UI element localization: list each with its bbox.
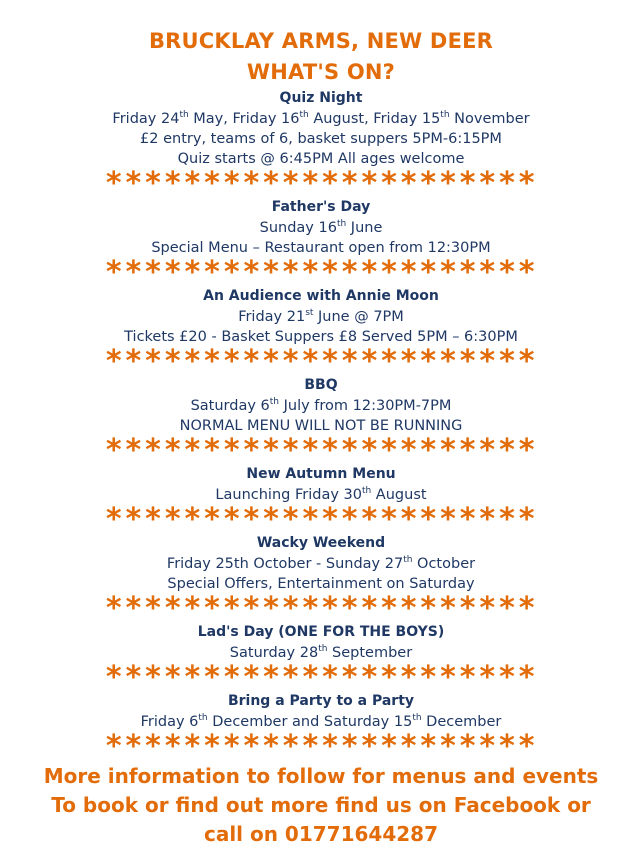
event-block — [0, 464, 642, 533]
event-detail-text: June — [346, 220, 383, 236]
event-detail-text: Friday 25th October - Sunday 27 — [166, 556, 404, 572]
ordinal-suffix: th — [403, 555, 413, 566]
ordinal-suffix: th — [440, 110, 450, 121]
event-title: New Autumn Menu — [246, 466, 396, 482]
ordinal-suffix: th — [318, 644, 328, 655]
ordinal-suffix: st — [305, 308, 314, 319]
ordinal-suffix: th — [198, 713, 208, 724]
event-detail-text: August — [371, 487, 427, 503]
event-detail-text: NORMAL MENU WILL NOT BE RUNNING — [179, 418, 463, 434]
event-list — [0, 88, 642, 760]
event-detail-text: Saturday 6 — [190, 398, 270, 414]
event-detail-text: June @ 7PM — [313, 309, 404, 325]
event-title: An Audience with Annie Moon — [203, 288, 439, 304]
event-detail-text: Friday 24 — [112, 111, 180, 127]
event-detail-text: August, Friday 15 — [308, 111, 441, 127]
event-detail — [0, 327, 642, 347]
event-detail — [0, 396, 642, 416]
event-detail-text: Special Offers, Entertainment on Saturday — [167, 576, 475, 592]
event-title: Lad's Day (ONE FOR THE BOYS) — [197, 624, 445, 640]
event-detail — [0, 643, 642, 663]
event-detail — [0, 307, 642, 327]
event-detail — [0, 109, 642, 129]
event-detail-text: May, Friday 16 — [188, 111, 300, 127]
asterisk-divider: ********************** — [104, 505, 538, 533]
ordinal-suffix: th — [179, 110, 189, 121]
event-detail — [0, 218, 642, 238]
event-block — [0, 197, 642, 286]
event-detail — [0, 149, 642, 169]
event-detail-text: Sunday 16 — [259, 220, 337, 236]
asterisk-divider: ********************** — [104, 663, 538, 691]
event-detail-text: October — [412, 556, 476, 572]
event-detail-text: December — [421, 714, 502, 730]
event-title: BBQ — [304, 377, 338, 393]
event-detail-text: September — [327, 645, 413, 661]
event-detail — [0, 485, 642, 505]
event-detail-text: Tickets £20 - Basket Suppers £8 Served 5PM – 6:30PM — [124, 329, 518, 345]
event-block — [0, 286, 642, 375]
event-block — [0, 88, 642, 197]
event-detail-text: Launching Friday 30 — [215, 487, 362, 503]
event-detail — [0, 416, 642, 436]
footer-booking: To book or find out more find us on Facebook or — [51, 793, 591, 817]
event-detail — [0, 554, 642, 574]
asterisk-divider: ********************** — [104, 169, 538, 197]
event-detail — [0, 712, 642, 732]
event-detail-text: £2 entry, teams of 6, basket suppers 5PM-6:15PM — [140, 131, 502, 147]
ordinal-suffix: th — [336, 219, 347, 230]
event-detail-text: Friday 6 — [140, 714, 199, 730]
ordinal-suffix: th — [299, 110, 309, 121]
asterisk-divider: ********************** — [104, 436, 538, 464]
header — [0, 26, 642, 88]
ordinal-suffix: th — [412, 713, 422, 724]
event-block — [0, 622, 642, 691]
event-block — [0, 691, 642, 760]
ordinal-suffix: th — [269, 397, 279, 408]
asterisk-divider: ********************** — [104, 732, 538, 760]
whats-on-title: WHAT'S ON? — [246, 60, 396, 84]
footer-phone: call on 01771644287 — [203, 822, 439, 846]
event-detail-text: Saturday 28 — [229, 645, 319, 661]
event-detail — [0, 238, 642, 258]
event-title: Quiz Night — [279, 90, 363, 106]
asterisk-divider: ********************** — [104, 347, 538, 375]
asterisk-divider: ********************** — [104, 258, 538, 286]
footer — [0, 762, 642, 849]
event-block — [0, 375, 642, 464]
event-title: Bring a Party to a Party — [227, 693, 415, 709]
footer-more-info: More information to follow for menus and events — [43, 764, 599, 788]
asterisk-divider: ********************** — [104, 594, 538, 622]
event-detail-text: Quiz starts @ 6:45PM All ages welcome — [177, 151, 465, 167]
event-title: Father's Day — [271, 199, 371, 215]
event-detail-text: November — [449, 111, 530, 127]
event-detail — [0, 574, 642, 594]
event-detail-text: December and Saturday 15 — [207, 714, 413, 730]
event-detail-text: Friday 21 — [238, 309, 306, 325]
event-detail-text: July from 12:30PM-7PM — [279, 398, 452, 414]
ordinal-suffix: th — [361, 486, 372, 497]
event-detail-text: Special Menu – Restaurant open from 12:30PM — [151, 240, 491, 256]
event-title: Wacky Weekend — [256, 535, 386, 551]
event-detail — [0, 129, 642, 149]
venue-title: BRUCKLAY ARMS, NEW DEER — [148, 29, 494, 53]
event-block — [0, 533, 642, 622]
